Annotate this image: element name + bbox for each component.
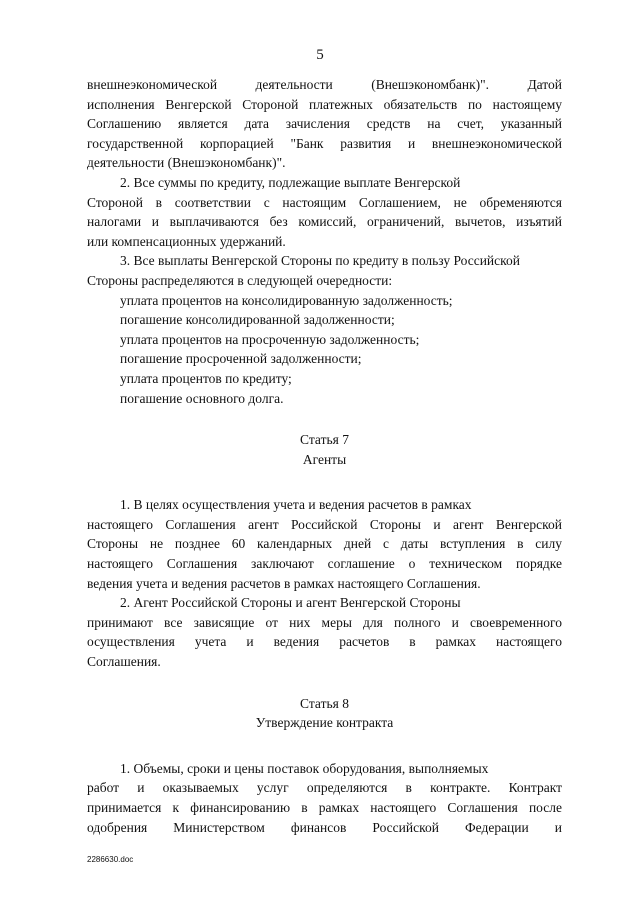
page-number: 5 xyxy=(316,47,324,63)
text-line: налогами и выплачиваются без комиссий, ограничений, вычетов, изъятий xyxy=(87,214,562,230)
text-line: работ и оказываемых услуг определяются в контракте. Контракт xyxy=(87,780,562,796)
text-line: 3. Все выплаты Венгерской Стороны по кредиту в пользу Российской xyxy=(120,253,520,269)
text-line: 2. Агент Российской Стороны и агент Венгерской Стороны xyxy=(120,595,461,611)
text-line: 1. В целях осуществления учета и ведения расчетов в рамках xyxy=(120,497,472,513)
text-line: Стороной в соответствии с настоящим Соглашением, не обременяются xyxy=(87,194,562,210)
list-item: уплата процентов на просроченную задолженность; xyxy=(120,331,420,347)
list-item: погашение просроченной задолженности; xyxy=(120,351,362,367)
list-item: погашение консолидированной задолженности; xyxy=(120,312,395,328)
paragraph-agents-2 xyxy=(87,593,562,671)
text-line: настоящего Соглашения заключают соглашение о техническом порядке xyxy=(87,556,562,572)
text-line: Стороны распределяются в следующей очередности: xyxy=(87,272,393,288)
text-line: 2. Все суммы по кредиту, подлежащие выплате Венгерской xyxy=(120,174,461,190)
article-7-title: Статья 7 xyxy=(300,432,349,448)
text-line: Соглашения. xyxy=(87,654,161,670)
paragraph-contract-1 xyxy=(87,759,562,837)
text-line: Соглашению является дата зачисления средств на счет, указанный xyxy=(87,116,562,132)
text-line: настоящего Соглашения агент Российской Стороны и агент Венгерской xyxy=(87,516,562,532)
list-item: уплата процентов на консолидированную задолженность; xyxy=(120,292,453,308)
text-line: одобрения Министерством финансов Российской Федерации и xyxy=(87,819,562,835)
text-line: Стороны не позднее 60 календарных дней с даты вступления в силу xyxy=(87,536,562,552)
text-line: или компенсационных удержаний. xyxy=(87,233,286,249)
paragraph-clause-3 xyxy=(87,251,562,290)
text-line: принимают все зависящие от них меры для полного и своевременного xyxy=(87,614,562,630)
document-body xyxy=(87,75,562,837)
text-line: 1. Объемы, сроки и цены поставок оборудования, выполняемых xyxy=(120,760,489,776)
paragraph-clause-2 xyxy=(87,173,562,251)
list-item: уплата процентов по кредиту; xyxy=(120,370,292,386)
article-8-title: Статья 8 xyxy=(300,695,349,711)
payment-order-list xyxy=(87,291,562,409)
text-line: принимается к финансированию в рамках настоящего Соглашения после xyxy=(87,800,562,815)
text-line: деятельности (Внешэкономбанк)". xyxy=(87,155,286,171)
file-name-footer: 2286630.doc xyxy=(87,855,134,864)
article-7-heading: Агенты xyxy=(302,451,347,467)
paragraph-agents-1 xyxy=(87,495,562,593)
text-line: ведения учета и ведения расчетов в рамках настоящего Соглашения. xyxy=(87,575,481,591)
article-8-heading: Утверждение контракта xyxy=(255,715,394,731)
text-line: государственной корпорацией "Банк развития и внешнеэкономической xyxy=(87,135,562,151)
text-line: внешнеэкономической деятельности (Внешэкономбанк)". Датой xyxy=(87,77,562,92)
text-line: осуществления учета и ведения расчетов в рамках настоящего xyxy=(87,634,562,650)
list-item: погашение основного долга. xyxy=(120,390,284,406)
paragraph-payment-date xyxy=(87,75,562,173)
text-line: исполнения Венгерской Стороной платежных обязательств по настоящему xyxy=(87,96,562,112)
